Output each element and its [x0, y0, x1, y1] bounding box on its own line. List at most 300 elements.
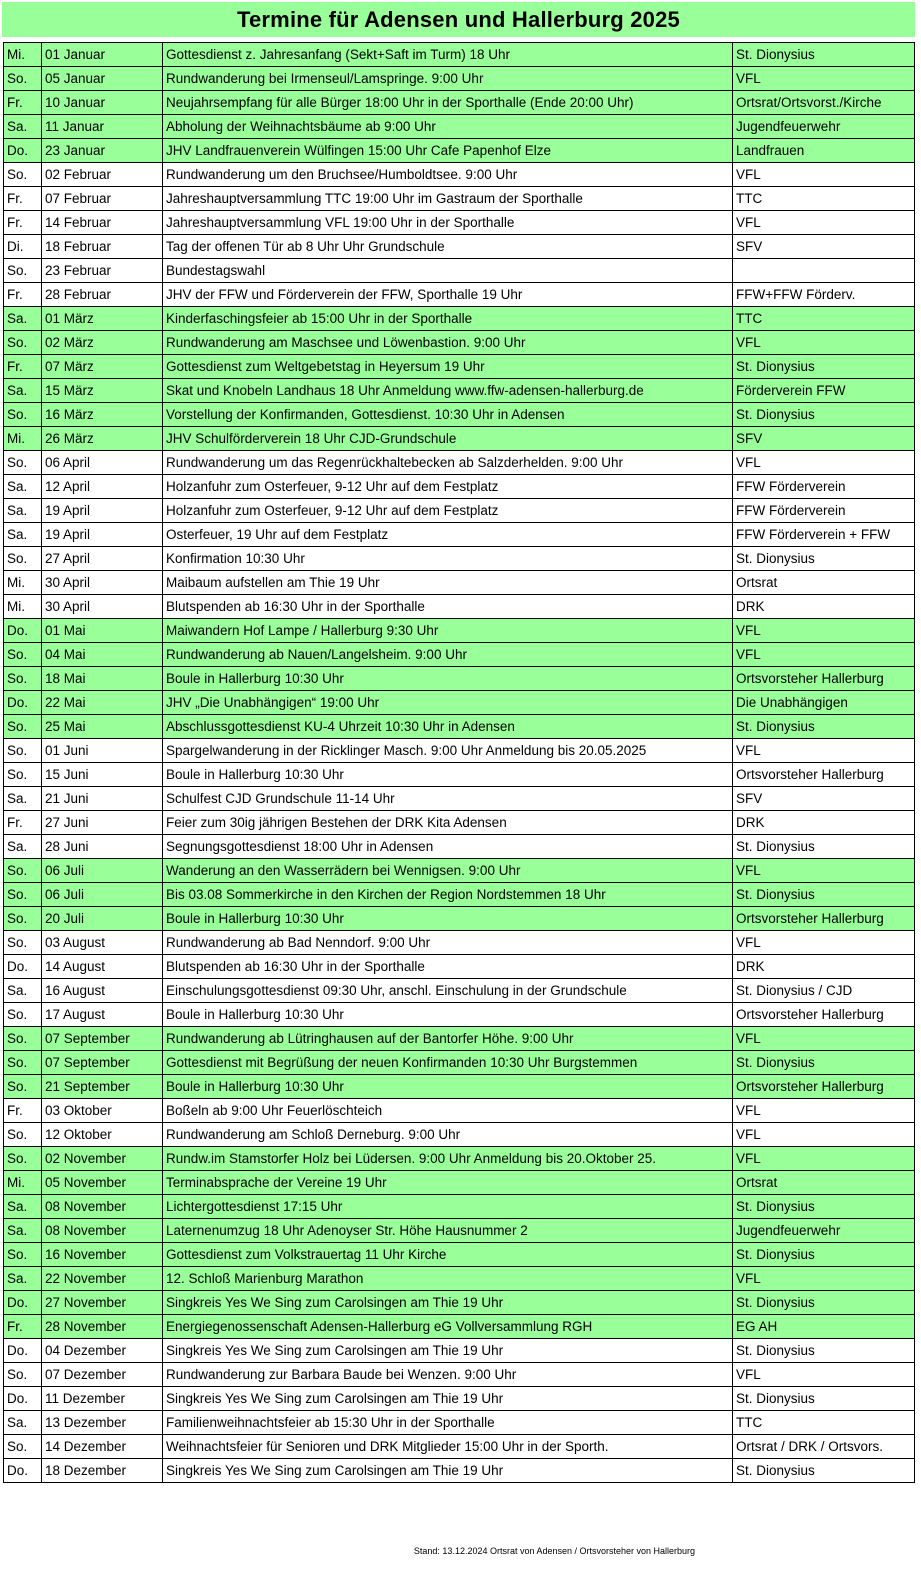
organizer-cell: VFL: [733, 451, 915, 475]
date-cell: 15 März: [42, 379, 163, 403]
event-cell: Gottesdienst zum Volkstrauertag 11 Uhr Kirche: [163, 1243, 733, 1267]
event-cell: Blutspenden ab 16:30 Uhr in der Sporthalle: [163, 595, 733, 619]
event-cell: JHV Schulförderverein 18 Uhr CJD-Grundschule: [163, 427, 733, 451]
table-row: [4, 91, 915, 115]
event-cell: Abschlussgottesdienst KU-4 Uhrzeit 10:30 Uhr in Adensen: [163, 715, 733, 739]
organizer-cell: VFL: [733, 1027, 915, 1051]
table-row: [4, 1075, 915, 1099]
weekday-cell: So.: [4, 1003, 42, 1027]
organizer-cell: [733, 259, 915, 283]
schedule-table: [3, 42, 915, 1483]
date-cell: 12 Oktober: [42, 1123, 163, 1147]
organizer-cell: St. Dionysius: [733, 715, 915, 739]
organizer-cell: Ortsvorsteher Hallerburg: [733, 1003, 915, 1027]
table-row: [4, 235, 915, 259]
weekday-cell: So.: [4, 883, 42, 907]
table-row: [4, 115, 915, 139]
organizer-cell: VFL: [733, 643, 915, 667]
weekday-cell: Sa.: [4, 1219, 42, 1243]
weekday-cell: Sa.: [4, 115, 42, 139]
organizer-cell: FFW Förderverein: [733, 475, 915, 499]
weekday-cell: So.: [4, 715, 42, 739]
event-cell: Boule in Hallerburg 10:30 Uhr: [163, 763, 733, 787]
table-row: [4, 1243, 915, 1267]
table-row: [4, 187, 915, 211]
table-row: [4, 307, 915, 331]
event-cell: Boßeln ab 9:00 Uhr Feuerlöschteich: [163, 1099, 733, 1123]
date-cell: 06 Juli: [42, 883, 163, 907]
schedule-body: [4, 43, 915, 1483]
date-cell: 28 Juni: [42, 835, 163, 859]
table-row: [4, 979, 915, 1003]
weekday-cell: So.: [4, 1123, 42, 1147]
weekday-cell: So.: [4, 547, 42, 571]
event-cell: Singkreis Yes We Sing zum Carolsingen am Thie 19 Uhr: [163, 1339, 733, 1363]
organizer-cell: St. Dionysius: [733, 403, 915, 427]
organizer-cell: FFW Förderverein + FFW: [733, 523, 915, 547]
table-row: [4, 763, 915, 787]
date-cell: 02 November: [42, 1147, 163, 1171]
table-row: [4, 67, 915, 91]
table-row: [4, 499, 915, 523]
date-cell: 05 November: [42, 1171, 163, 1195]
date-cell: 11 Januar: [42, 115, 163, 139]
event-cell: Rundwanderung ab Bad Nenndorf. 9:00 Uhr: [163, 931, 733, 955]
weekday-cell: So.: [4, 259, 42, 283]
date-cell: 07 Februar: [42, 187, 163, 211]
date-cell: 03 August: [42, 931, 163, 955]
date-cell: 19 April: [42, 499, 163, 523]
table-row: [4, 811, 915, 835]
weekday-cell: Fr.: [4, 811, 42, 835]
event-cell: Energiegenossenschaft Adensen-Hallerburg eG Vollversammlung RGH: [163, 1315, 733, 1339]
date-cell: 28 Februar: [42, 283, 163, 307]
event-cell: Gottesdienst zum Weltgebetstag in Heyersum 19 Uhr: [163, 355, 733, 379]
event-cell: Holzanfuhr zum Osterfeuer, 9-12 Uhr auf dem Festplatz: [163, 475, 733, 499]
date-cell: 01 März: [42, 307, 163, 331]
event-cell: Feier zum 30ig jährigen Bestehen der DRK Kita Adensen: [163, 811, 733, 835]
event-cell: Weihnachtsfeier für Senioren und DRK Mitglieder 15:00 Uhr in der Sporth.: [163, 1435, 733, 1459]
weekday-cell: Di.: [4, 235, 42, 259]
event-cell: Singkreis Yes We Sing zum Carolsingen am Thie 19 Uhr: [163, 1291, 733, 1315]
date-cell: 17 August: [42, 1003, 163, 1027]
table-row: [4, 859, 915, 883]
date-cell: 18 Mai: [42, 667, 163, 691]
event-cell: Boule in Hallerburg 10:30 Uhr: [163, 1003, 733, 1027]
organizer-cell: VFL: [733, 211, 915, 235]
table-row: [4, 1435, 915, 1459]
weekday-cell: So.: [4, 451, 42, 475]
table-row: [4, 1411, 915, 1435]
weekday-cell: Do.: [4, 139, 42, 163]
organizer-cell: SFV: [733, 787, 915, 811]
event-cell: Gottesdienst mit Begrüßung der neuen Konfirmanden 10:30 Uhr Burgstemmen: [163, 1051, 733, 1075]
organizer-cell: Ortsrat/Ortsvorst./Kirche: [733, 91, 915, 115]
weekday-cell: So.: [4, 931, 42, 955]
weekday-cell: Sa.: [4, 1267, 42, 1291]
weekday-cell: Do.: [4, 955, 42, 979]
table-row: [4, 1219, 915, 1243]
organizer-cell: St. Dionysius: [733, 1051, 915, 1075]
event-cell: Vorstellung der Konfirmanden, Gottesdienst. 10:30 Uhr in Adensen: [163, 403, 733, 427]
event-cell: Gottesdienst z. Jahresanfang (Sekt+Saft im Turm) 18 Uhr: [163, 43, 733, 67]
table-row: [4, 379, 915, 403]
organizer-cell: Jugendfeuerwehr: [733, 1219, 915, 1243]
table-row: [4, 643, 915, 667]
weekday-cell: Mi.: [4, 1171, 42, 1195]
date-cell: 22 Mai: [42, 691, 163, 715]
event-cell: Bundestagswahl: [163, 259, 733, 283]
table-row: [4, 715, 915, 739]
event-cell: Rundwanderung um den Bruchsee/Humboldtsee. 9:00 Uhr: [163, 163, 733, 187]
event-cell: Kinderfaschingsfeier ab 15:00 Uhr in der Sporthalle: [163, 307, 733, 331]
date-cell: 08 November: [42, 1219, 163, 1243]
organizer-cell: VFL: [733, 859, 915, 883]
table-row: [4, 259, 915, 283]
date-cell: 14 August: [42, 955, 163, 979]
weekday-cell: So.: [4, 763, 42, 787]
event-cell: Skat und Knobeln Landhaus 18 Uhr Anmeldung www.ffw-adensen-hallerburg.de: [163, 379, 733, 403]
date-cell: 12 April: [42, 475, 163, 499]
weekday-cell: Do.: [4, 691, 42, 715]
date-cell: 06 Juli: [42, 859, 163, 883]
organizer-cell: St. Dionysius: [733, 883, 915, 907]
table-row: [4, 1003, 915, 1027]
date-cell: 19 April: [42, 523, 163, 547]
table-row: [4, 883, 915, 907]
weekday-cell: Sa.: [4, 523, 42, 547]
organizer-cell: St. Dionysius: [733, 1459, 915, 1483]
organizer-cell: Ortsrat / DRK / Ortsvors.: [733, 1435, 915, 1459]
date-cell: 02 Februar: [42, 163, 163, 187]
date-cell: 21 Juni: [42, 787, 163, 811]
date-cell: 03 Oktober: [42, 1099, 163, 1123]
event-cell: Schulfest CJD Grundschule 11-14 Uhr: [163, 787, 733, 811]
table-row: [4, 139, 915, 163]
table-row: [4, 331, 915, 355]
date-cell: 01 Januar: [42, 43, 163, 67]
event-cell: Osterfeuer, 19 Uhr auf dem Festplatz: [163, 523, 733, 547]
table-row: [4, 1267, 915, 1291]
table-row: [4, 1339, 915, 1363]
table-row: [4, 523, 915, 547]
weekday-cell: So.: [4, 163, 42, 187]
date-cell: 16 März: [42, 403, 163, 427]
organizer-cell: VFL: [733, 1123, 915, 1147]
date-cell: 16 August: [42, 979, 163, 1003]
weekday-cell: Fr.: [4, 1099, 42, 1123]
weekday-cell: Do.: [4, 1387, 42, 1411]
table-row: [4, 955, 915, 979]
organizer-cell: VFL: [733, 739, 915, 763]
organizer-cell: VFL: [733, 67, 915, 91]
table-row: [4, 1195, 915, 1219]
weekday-cell: Mi.: [4, 427, 42, 451]
table-row: [4, 427, 915, 451]
event-cell: Boule in Hallerburg 10:30 Uhr: [163, 667, 733, 691]
organizer-cell: St. Dionysius: [733, 355, 915, 379]
date-cell: 14 Dezember: [42, 1435, 163, 1459]
organizer-cell: Ortsrat: [733, 571, 915, 595]
weekday-cell: Sa.: [4, 499, 42, 523]
event-cell: Singkreis Yes We Sing zum Carolsingen am Thie 19 Uhr: [163, 1459, 733, 1483]
event-cell: Jahreshauptversammlung VFL 19:00 Uhr in der Sporthalle: [163, 211, 733, 235]
table-row: [4, 283, 915, 307]
table-row: [4, 787, 915, 811]
date-cell: 30 April: [42, 595, 163, 619]
page-title: Termine für Adensen und Hallerburg 2025: [2, 2, 915, 37]
weekday-cell: Sa.: [4, 307, 42, 331]
event-cell: Rundwanderung am Schloß Derneburg. 9:00 Uhr: [163, 1123, 733, 1147]
weekday-cell: So.: [4, 1027, 42, 1051]
date-cell: 04 Mai: [42, 643, 163, 667]
table-row: [4, 1459, 915, 1483]
organizer-cell: Jugendfeuerwehr: [733, 115, 915, 139]
event-cell: Maiwandern Hof Lampe / Hallerburg 9:30 Uhr: [163, 619, 733, 643]
organizer-cell: Ortsvorsteher Hallerburg: [733, 667, 915, 691]
event-cell: Segnungsgottesdienst 18:00 Uhr in Adensen: [163, 835, 733, 859]
table-row: [4, 1051, 915, 1075]
table-row: [4, 547, 915, 571]
date-cell: 07 Dezember: [42, 1363, 163, 1387]
weekday-cell: Fr.: [4, 355, 42, 379]
date-cell: 27 April: [42, 547, 163, 571]
table-row: [4, 1123, 915, 1147]
date-cell: 07 September: [42, 1051, 163, 1075]
organizer-cell: FFW Förderverein: [733, 499, 915, 523]
weekday-cell: Mi.: [4, 43, 42, 67]
event-cell: Maibaum aufstellen am Thie 19 Uhr: [163, 571, 733, 595]
footer-note: Stand: 13.12.2024 Ortsrat von Adensen / Ortsvorsteher von Hallerburg: [413, 1546, 696, 1556]
date-cell: 23 Februar: [42, 259, 163, 283]
organizer-cell: VFL: [733, 1099, 915, 1123]
weekday-cell: So.: [4, 1147, 42, 1171]
weekday-cell: So.: [4, 739, 42, 763]
date-cell: 26 März: [42, 427, 163, 451]
weekday-cell: Sa.: [4, 1195, 42, 1219]
event-cell: Rundwanderung zur Barbara Baude bei Wenzen. 9:00 Uhr: [163, 1363, 733, 1387]
organizer-cell: Ortsrat: [733, 1171, 915, 1195]
organizer-cell: St. Dionysius: [733, 835, 915, 859]
date-cell: 18 Dezember: [42, 1459, 163, 1483]
organizer-cell: St. Dionysius: [733, 1243, 915, 1267]
table-row: [4, 43, 915, 67]
event-cell: Familienweihnachtsfeier ab 15:30 Uhr in der Sporthalle: [163, 1411, 733, 1435]
weekday-cell: So.: [4, 403, 42, 427]
table-row: [4, 451, 915, 475]
weekday-cell: Do.: [4, 619, 42, 643]
weekday-cell: Do.: [4, 1459, 42, 1483]
weekday-cell: Fr.: [4, 187, 42, 211]
table-row: [4, 475, 915, 499]
table-row: [4, 1315, 915, 1339]
weekday-cell: So.: [4, 1435, 42, 1459]
event-cell: Holzanfuhr zum Osterfeuer, 9-12 Uhr auf dem Festplatz: [163, 499, 733, 523]
table-row: [4, 907, 915, 931]
weekday-cell: So.: [4, 1243, 42, 1267]
date-cell: 27 November: [42, 1291, 163, 1315]
weekday-cell: Sa.: [4, 979, 42, 1003]
weekday-cell: So.: [4, 859, 42, 883]
organizer-cell: DRK: [733, 595, 915, 619]
table-row: [4, 1387, 915, 1411]
date-cell: 25 Mai: [42, 715, 163, 739]
weekday-cell: So.: [4, 1051, 42, 1075]
table-row: [4, 1099, 915, 1123]
date-cell: 20 Juli: [42, 907, 163, 931]
weekday-cell: So.: [4, 907, 42, 931]
organizer-cell: DRK: [733, 811, 915, 835]
weekday-cell: So.: [4, 667, 42, 691]
weekday-cell: Fr.: [4, 91, 42, 115]
weekday-cell: Fr.: [4, 1315, 42, 1339]
date-cell: 01 Juni: [42, 739, 163, 763]
weekday-cell: So.: [4, 1363, 42, 1387]
event-cell: Rundwanderung am Maschsee und Löwenbastion. 9:00 Uhr: [163, 331, 733, 355]
event-cell: Boule in Hallerburg 10:30 Uhr: [163, 1075, 733, 1099]
table-row: [4, 595, 915, 619]
date-cell: 22 November: [42, 1267, 163, 1291]
organizer-cell: VFL: [733, 931, 915, 955]
event-cell: Spargelwanderung in der Ricklinger Masch. 9:00 Uhr Anmeldung bis 20.05.2025: [163, 739, 733, 763]
organizer-cell: VFL: [733, 1363, 915, 1387]
table-row: [4, 1171, 915, 1195]
date-cell: 04 Dezember: [42, 1339, 163, 1363]
organizer-cell: TTC: [733, 1411, 915, 1435]
date-cell: 11 Dezember: [42, 1387, 163, 1411]
organizer-cell: St. Dionysius: [733, 1195, 915, 1219]
date-cell: 02 März: [42, 331, 163, 355]
table-row: [4, 1291, 915, 1315]
organizer-cell: VFL: [733, 331, 915, 355]
date-cell: 28 November: [42, 1315, 163, 1339]
weekday-cell: Fr.: [4, 211, 42, 235]
table-row: [4, 163, 915, 187]
organizer-cell: VFL: [733, 1147, 915, 1171]
date-cell: 23 Januar: [42, 139, 163, 163]
weekday-cell: Sa.: [4, 379, 42, 403]
organizer-cell: SFV: [733, 235, 915, 259]
organizer-cell: VFL: [733, 619, 915, 643]
table-row: [4, 619, 915, 643]
weekday-cell: Do.: [4, 1291, 42, 1315]
organizer-cell: VFL: [733, 1267, 915, 1291]
organizer-cell: St. Dionysius: [733, 547, 915, 571]
weekday-cell: Sa.: [4, 835, 42, 859]
event-cell: Rundw.im Stamstorfer Holz bei Lüdersen. 9:00 Uhr Anmeldung bis 20.Oktober 25.: [163, 1147, 733, 1171]
event-cell: JHV „Die Unabhängigen“ 19:00 Uhr: [163, 691, 733, 715]
event-cell: Boule in Hallerburg 10:30 Uhr: [163, 907, 733, 931]
organizer-cell: Förderverein FFW: [733, 379, 915, 403]
date-cell: 08 November: [42, 1195, 163, 1219]
weekday-cell: So.: [4, 1075, 42, 1099]
event-cell: Blutspenden ab 16:30 Uhr in der Sporthalle: [163, 955, 733, 979]
event-cell: Tag der offenen Tür ab 8 Uhr Uhr Grundschule: [163, 235, 733, 259]
date-cell: 18 Februar: [42, 235, 163, 259]
table-row: [4, 835, 915, 859]
weekday-cell: So.: [4, 67, 42, 91]
date-cell: 01 Mai: [42, 619, 163, 643]
date-cell: 27 Juni: [42, 811, 163, 835]
date-cell: 07 September: [42, 1027, 163, 1051]
table-row: [4, 1147, 915, 1171]
date-cell: 14 Februar: [42, 211, 163, 235]
event-cell: Neujahrsempfang für alle Bürger 18:00 Uhr in der Sporthalle (Ende 20:00 Uhr): [163, 91, 733, 115]
table-row: [4, 571, 915, 595]
weekday-cell: Fr.: [4, 283, 42, 307]
event-cell: Rundwanderung bei Irmenseul/Lamspringe. 9:00 Uhr: [163, 67, 733, 91]
event-cell: Wanderung an den Wasserrädern bei Wennigsen. 9:00 Uhr: [163, 859, 733, 883]
event-cell: Rundwanderung ab Nauen/Langelsheim. 9:00 Uhr: [163, 643, 733, 667]
table-row: [4, 1363, 915, 1387]
date-cell: 06 April: [42, 451, 163, 475]
event-cell: 12. Schloß Marienburg Marathon: [163, 1267, 733, 1291]
event-cell: Abholung der Weihnachtsbäume ab 9:00 Uhr: [163, 115, 733, 139]
weekday-cell: So.: [4, 643, 42, 667]
table-row: [4, 1027, 915, 1051]
organizer-cell: St. Dionysius: [733, 43, 915, 67]
organizer-cell: Die Unabhängigen: [733, 691, 915, 715]
organizer-cell: St. Dionysius / CJD: [733, 979, 915, 1003]
weekday-cell: Mi.: [4, 571, 42, 595]
date-cell: 21 September: [42, 1075, 163, 1099]
table-row: [4, 691, 915, 715]
event-cell: Einschulungsgottesdienst 09:30 Uhr, anschl. Einschulung in der Grundschule: [163, 979, 733, 1003]
event-cell: Singkreis Yes We Sing zum Carolsingen am Thie 19 Uhr: [163, 1387, 733, 1411]
event-cell: Lichtergottesdienst 17:15 Uhr: [163, 1195, 733, 1219]
date-cell: 10 Januar: [42, 91, 163, 115]
date-cell: 05 Januar: [42, 67, 163, 91]
table-row: [4, 931, 915, 955]
organizer-cell: St. Dionysius: [733, 1387, 915, 1411]
event-cell: Konfirmation 10:30 Uhr: [163, 547, 733, 571]
weekday-cell: Sa.: [4, 475, 42, 499]
event-cell: Rundwanderung um das Regenrückhaltebecken ab Salzderhelden. 9:00 Uhr: [163, 451, 733, 475]
event-cell: Bis 03.08 Sommerkirche in den Kirchen der Region Nordstemmen 18 Uhr: [163, 883, 733, 907]
weekday-cell: Sa.: [4, 787, 42, 811]
weekday-cell: Do.: [4, 1339, 42, 1363]
organizer-cell: Landfrauen: [733, 139, 915, 163]
event-cell: Terminabsprache der Vereine 19 Uhr: [163, 1171, 733, 1195]
organizer-cell: TTC: [733, 307, 915, 331]
date-cell: 15 Juni: [42, 763, 163, 787]
organizer-cell: St. Dionysius: [733, 1339, 915, 1363]
organizer-cell: DRK: [733, 955, 915, 979]
table-row: [4, 211, 915, 235]
organizer-cell: FFW+FFW Förderv.: [733, 283, 915, 307]
table-row: [4, 739, 915, 763]
weekday-cell: Sa.: [4, 1411, 42, 1435]
table-row: [4, 403, 915, 427]
date-cell: 30 April: [42, 571, 163, 595]
event-cell: JHV der FFW und Förderverein der FFW, Sporthalle 19 Uhr: [163, 283, 733, 307]
organizer-cell: TTC: [733, 187, 915, 211]
organizer-cell: Ortsvorsteher Hallerburg: [733, 907, 915, 931]
organizer-cell: St. Dionysius: [733, 1291, 915, 1315]
event-cell: Laternenumzug 18 Uhr Adenoyser Str. Höhe Hausnummer 2: [163, 1219, 733, 1243]
event-cell: JHV Landfrauenverein Wülfingen 15:00 Uhr Cafe Papenhof Elze: [163, 139, 733, 163]
organizer-cell: Ortsvorsteher Hallerburg: [733, 1075, 915, 1099]
table-row: [4, 355, 915, 379]
event-cell: Jahreshauptversammlung TTC 19:00 Uhr im Gastraum der Sporthalle: [163, 187, 733, 211]
organizer-cell: VFL: [733, 163, 915, 187]
event-cell: Rundwanderung ab Lütringhausen auf der Bantorfer Höhe. 9:00 Uhr: [163, 1027, 733, 1051]
weekday-cell: Mi.: [4, 595, 42, 619]
organizer-cell: SFV: [733, 427, 915, 451]
date-cell: 07 März: [42, 355, 163, 379]
organizer-cell: EG AH: [733, 1315, 915, 1339]
organizer-cell: Ortsvorsteher Hallerburg: [733, 763, 915, 787]
